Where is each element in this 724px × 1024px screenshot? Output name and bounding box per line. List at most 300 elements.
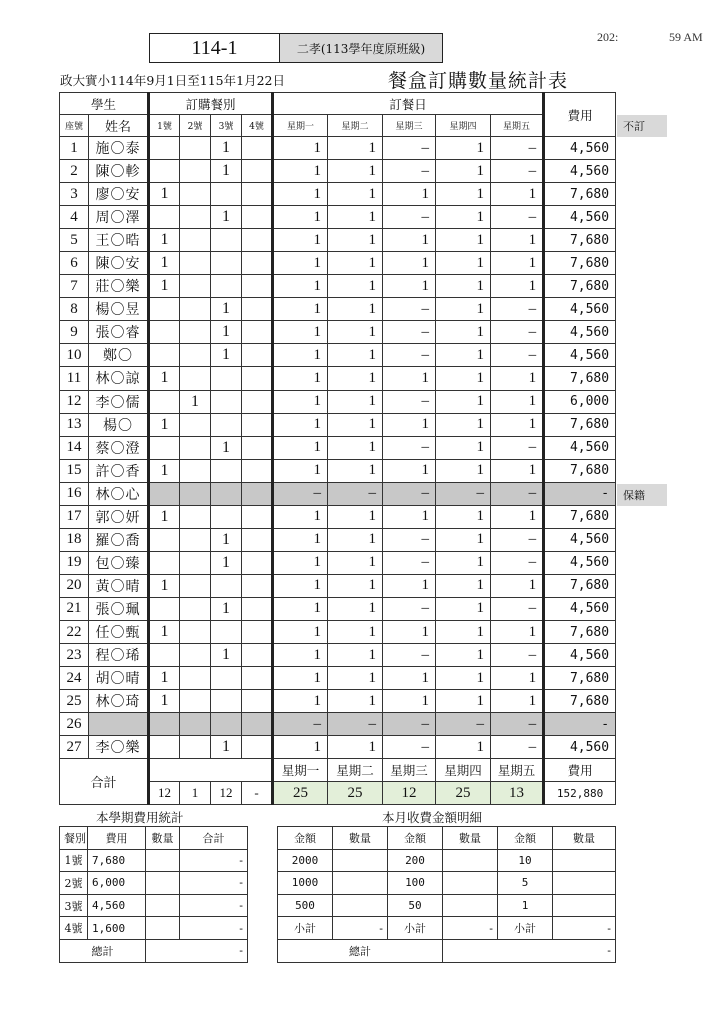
day-cell: 1: [436, 321, 491, 344]
meal-cell: [180, 551, 211, 574]
print-date: 202:: [597, 30, 619, 44]
student-name: 陳〇軫: [89, 160, 149, 183]
monthly-header: 數量: [443, 827, 498, 850]
meal-cell: [149, 137, 180, 160]
monthly-amount: 2000: [278, 849, 333, 872]
monthly-header: 金額: [278, 827, 333, 850]
meal-cell: [180, 505, 211, 528]
day-cell: 1: [491, 690, 544, 713]
student-row: [60, 252, 616, 275]
meal-cell: [180, 321, 211, 344]
day-cell: 1: [328, 252, 383, 275]
day-total: 25: [328, 782, 383, 805]
fee-cell: 4,560: [544, 344, 616, 367]
student-name: 林〇心: [89, 482, 149, 505]
day-cell: –: [491, 528, 544, 551]
seat-number: 16: [60, 482, 89, 505]
day-cell: 1: [273, 620, 328, 643]
meal-cell: [180, 459, 211, 482]
monthly-amount: 1000: [278, 872, 333, 895]
monthly-amount: 5: [498, 872, 553, 895]
student-name: 黃〇晴: [89, 574, 149, 597]
student-name: 羅〇喬: [89, 528, 149, 551]
meal-cell: [180, 229, 211, 252]
day-cell: 1: [491, 413, 544, 436]
day-cell: –: [383, 736, 436, 759]
meal-total: -: [242, 782, 273, 805]
day-cell: 1: [273, 183, 328, 206]
student-name: 陳〇安: [89, 252, 149, 275]
day-cell: 1: [273, 206, 328, 229]
total-day-header: 星期五: [491, 759, 544, 782]
student-name: 鄭〇: [89, 344, 149, 367]
meal-cell: [149, 344, 180, 367]
monthly-row: [278, 917, 616, 940]
day-cell: 1: [328, 667, 383, 690]
day-cell: 1: [491, 252, 544, 275]
meal-cell: 1: [211, 551, 242, 574]
day-cell: 1: [328, 690, 383, 713]
student-row: [60, 528, 616, 551]
student-row: [60, 574, 616, 597]
day-cell: 1: [328, 183, 383, 206]
day-cell: 1: [273, 275, 328, 298]
day-cell: –: [491, 160, 544, 183]
meal-cell: [242, 229, 273, 252]
day-total: 13: [491, 782, 544, 805]
day-cell: 1: [273, 367, 328, 390]
semester-table: [59, 826, 248, 963]
fee-cell: 7,680: [544, 667, 616, 690]
day-cell: –: [491, 482, 544, 505]
student-name: 林〇諒: [89, 367, 149, 390]
meal-cell: [180, 252, 211, 275]
meal-cell: [242, 482, 273, 505]
fee-total: 152,880: [544, 782, 616, 805]
day-group-header: 訂餐日: [273, 93, 544, 115]
meal-cell: 1: [149, 505, 180, 528]
seat-number: 6: [60, 252, 89, 275]
fee-cell: 4,560: [544, 160, 616, 183]
total-fee-header: 費用: [544, 759, 616, 782]
meal-cell: 1: [149, 367, 180, 390]
meal-cell: 1: [149, 574, 180, 597]
day-cell: 1: [436, 183, 491, 206]
monthly-total-value: -: [443, 939, 616, 962]
meal-cell: [149, 206, 180, 229]
sem-sum: -: [180, 872, 248, 895]
day-cell: 1: [273, 160, 328, 183]
meal-cell: [242, 597, 273, 620]
fee-cell: -: [544, 713, 616, 736]
monthly-amount: 100: [388, 872, 443, 895]
student-name: 郭〇妍: [89, 505, 149, 528]
day-cell: –: [436, 713, 491, 736]
day-cell: 1: [436, 413, 491, 436]
meal-cell: [149, 298, 180, 321]
day-cell: 1: [436, 620, 491, 643]
day-cell: 1: [383, 574, 436, 597]
seat-number: 7: [60, 275, 89, 298]
monthly-header: 數量: [333, 827, 388, 850]
seat-number: 15: [60, 459, 89, 482]
meal-cell: [180, 528, 211, 551]
day-cell: 1: [436, 528, 491, 551]
sem-qty: [146, 917, 180, 940]
monthly-qty: [443, 849, 498, 872]
meal-cell: 1: [149, 459, 180, 482]
seat-number: 26: [60, 713, 89, 736]
meal-cell: 1: [211, 321, 242, 344]
meal-cell: [180, 736, 211, 759]
sem-price: 6,000: [88, 872, 146, 895]
day-cell: 1: [436, 206, 491, 229]
meal-cell: [242, 252, 273, 275]
monthly-table: [277, 826, 616, 963]
meal-cell: [149, 597, 180, 620]
day-cell: 1: [328, 574, 383, 597]
student-name: 莊〇樂: [89, 275, 149, 298]
student-name: 施〇泰: [89, 137, 149, 160]
day-cell: –: [491, 597, 544, 620]
sem-qty: [146, 894, 180, 917]
day-cell: 1: [436, 390, 491, 413]
monthly-qty: [333, 872, 388, 895]
day-cell: 1: [328, 321, 383, 344]
day-cell: 1: [383, 459, 436, 482]
fee-cell: 7,680: [544, 690, 616, 713]
note-no-order: 不訂: [617, 115, 667, 137]
meal-cell: [242, 367, 273, 390]
day-cell: 1: [328, 551, 383, 574]
day-cell: 1: [436, 344, 491, 367]
monthly-qty: -: [333, 917, 388, 940]
meal-cell: [180, 482, 211, 505]
monthly-qty: [553, 894, 616, 917]
meal-cell: [242, 436, 273, 459]
sem-header: 費用: [88, 827, 146, 850]
meal-cell: [180, 137, 211, 160]
meal-cell: [211, 183, 242, 206]
meal-cell: [211, 690, 242, 713]
day-cell: 1: [383, 229, 436, 252]
day-cell: 1: [273, 321, 328, 344]
seat-number: 2: [60, 160, 89, 183]
day-cell: 1: [491, 367, 544, 390]
day-cell: –: [383, 644, 436, 667]
meal-cell: [242, 620, 273, 643]
meal-cell: [211, 413, 242, 436]
student-row: [60, 298, 616, 321]
meal-cell: [242, 667, 273, 690]
monthly-total-row: [278, 939, 616, 962]
order-table: [59, 92, 616, 805]
seat-number: 22: [60, 620, 89, 643]
day-cell: 1: [436, 551, 491, 574]
meal-cell: [242, 505, 273, 528]
student-row: [60, 229, 616, 252]
seat-number: 14: [60, 436, 89, 459]
fee-cell: 7,680: [544, 413, 616, 436]
meal-cell: [211, 713, 242, 736]
day-cell: 1: [491, 459, 544, 482]
page-title: 餐盒訂購數量統計表: [388, 70, 569, 92]
day-cell: 1: [436, 736, 491, 759]
meal-cell: 1: [211, 206, 242, 229]
day-cell: –: [383, 206, 436, 229]
student-row: [60, 505, 616, 528]
fee-cell: 7,680: [544, 183, 616, 206]
meal-cell: [242, 206, 273, 229]
meal-cell: 1: [211, 298, 242, 321]
meal-cell: [180, 597, 211, 620]
sem-price: 4,560: [88, 894, 146, 917]
fee-cell: 4,560: [544, 206, 616, 229]
fee-cell: 7,680: [544, 367, 616, 390]
meal-cell: [211, 275, 242, 298]
day-cell: 1: [328, 505, 383, 528]
fee-cell: -: [544, 482, 616, 505]
meal-cell: [149, 551, 180, 574]
meal-total: 12: [211, 782, 242, 805]
total-day-header: 星期四: [436, 759, 491, 782]
fee-cell: 7,680: [544, 275, 616, 298]
day-cell: 1: [436, 597, 491, 620]
monthly-qty: [443, 872, 498, 895]
fee-cell: 4,560: [544, 736, 616, 759]
seat-number: 20: [60, 574, 89, 597]
monthly-qty: [553, 872, 616, 895]
student-row: [60, 436, 616, 459]
day-cell: –: [491, 321, 544, 344]
meal-cell: 1: [149, 183, 180, 206]
meal-total: 1: [180, 782, 211, 805]
fee-cell: 4,560: [544, 528, 616, 551]
student-row: [60, 667, 616, 690]
meal-cell: [211, 252, 242, 275]
day-cell: –: [491, 551, 544, 574]
seat-number: 12: [60, 390, 89, 413]
day-cell: 1: [273, 229, 328, 252]
meal-cell: [180, 713, 211, 736]
meal-cell: [180, 436, 211, 459]
day-cell: 1: [491, 183, 544, 206]
day-cell: 1: [436, 690, 491, 713]
meal-cell: [242, 183, 273, 206]
day-header: 星期五: [491, 115, 544, 137]
student-name: 王〇晧: [89, 229, 149, 252]
monthly-qty: [333, 849, 388, 872]
meal-cell: 1: [149, 252, 180, 275]
fee-cell: 7,680: [544, 229, 616, 252]
total-label: 合計: [60, 759, 149, 805]
student-row: [60, 597, 616, 620]
day-header: 星期一: [273, 115, 328, 137]
student-name: 許〇香: [89, 459, 149, 482]
meal-cell: [211, 229, 242, 252]
monthly-header-row: [278, 827, 616, 850]
day-cell: –: [383, 321, 436, 344]
day-cell: 1: [273, 667, 328, 690]
sem-type: 3號: [60, 894, 88, 917]
student-name: 李〇樂: [89, 736, 149, 759]
student-row: [60, 275, 616, 298]
student-row: [60, 551, 616, 574]
day-cell: 1: [491, 229, 544, 252]
meal-header: 4號: [242, 115, 273, 137]
meal-cell: [242, 713, 273, 736]
day-cell: 1: [328, 597, 383, 620]
monthly-amount: 500: [278, 894, 333, 917]
meal-cell: [180, 183, 211, 206]
sem-sum: -: [180, 849, 248, 872]
day-cell: 1: [328, 229, 383, 252]
fee-cell: 7,680: [544, 620, 616, 643]
day-cell: –: [273, 482, 328, 505]
meal-cell: [180, 275, 211, 298]
day-cell: 1: [328, 367, 383, 390]
seat-number: 5: [60, 229, 89, 252]
meal-cell: 1: [211, 137, 242, 160]
meal-total: 12: [149, 782, 180, 805]
meal-cell: 1: [211, 528, 242, 551]
day-total: 25: [436, 782, 491, 805]
day-cell: 1: [491, 390, 544, 413]
meal-cell: 1: [149, 229, 180, 252]
class-box: [149, 33, 443, 63]
day-cell: 1: [273, 252, 328, 275]
meal-cell: 1: [211, 436, 242, 459]
meal-cell: [242, 413, 273, 436]
meal-cell: [149, 390, 180, 413]
meal-cell: [211, 367, 242, 390]
student-name: 李〇儒: [89, 390, 149, 413]
day-cell: 1: [491, 505, 544, 528]
day-cell: 1: [383, 413, 436, 436]
total-day-header: 星期二: [328, 759, 383, 782]
meal-cell: [180, 413, 211, 436]
day-header: 星期三: [383, 115, 436, 137]
student-row: [60, 160, 616, 183]
seat-number: 17: [60, 505, 89, 528]
day-total: 25: [273, 782, 328, 805]
seat-number: 23: [60, 644, 89, 667]
monthly-qty: [443, 894, 498, 917]
meal-cell: [149, 713, 180, 736]
meal-cell: [180, 644, 211, 667]
student-row: [60, 390, 616, 413]
day-cell: 1: [328, 644, 383, 667]
meal-cell: [149, 482, 180, 505]
day-cell: 1: [273, 436, 328, 459]
meal-cell: 1: [211, 597, 242, 620]
meal-header: 3號: [211, 115, 242, 137]
day-cell: 1: [491, 574, 544, 597]
day-cell: –: [383, 713, 436, 736]
fee-cell: 4,560: [544, 321, 616, 344]
day-cell: –: [383, 137, 436, 160]
monthly-row: [278, 894, 616, 917]
day-cell: 1: [328, 298, 383, 321]
day-cell: 1: [383, 367, 436, 390]
day-cell: 1: [328, 736, 383, 759]
student-row: [60, 690, 616, 713]
meal-cell: [242, 459, 273, 482]
meal-cell: [211, 620, 242, 643]
day-cell: –: [383, 597, 436, 620]
day-cell: 1: [436, 229, 491, 252]
student-name: 任〇甄: [89, 620, 149, 643]
student-row: [60, 137, 616, 160]
day-cell: –: [328, 482, 383, 505]
meal-cell: [211, 667, 242, 690]
meal-cell: [180, 344, 211, 367]
meal-cell: [242, 690, 273, 713]
meal-cell: 1: [149, 620, 180, 643]
meal-cell: [242, 390, 273, 413]
day-cell: 1: [328, 344, 383, 367]
meal-cell: 1: [180, 390, 211, 413]
monthly-title: 本月收費金額明細: [382, 810, 483, 825]
meal-cell: 1: [211, 344, 242, 367]
sem-qty: [146, 849, 180, 872]
day-cell: 1: [328, 390, 383, 413]
day-cell: 1: [383, 690, 436, 713]
sem-sum: -: [180, 894, 248, 917]
student-name: [89, 713, 149, 736]
meal-cell: [242, 528, 273, 551]
student-name: 周〇澤: [89, 206, 149, 229]
day-cell: 1: [273, 413, 328, 436]
meal-cell: [242, 344, 273, 367]
day-cell: 1: [383, 252, 436, 275]
meal-cell: 1: [149, 413, 180, 436]
class-name: 二孝(113學年度原班級): [280, 34, 442, 62]
fee-cell: 4,560: [544, 551, 616, 574]
seat-number: 8: [60, 298, 89, 321]
day-cell: 1: [273, 344, 328, 367]
monthly-amount: 小計: [498, 917, 553, 940]
sem-qty: [146, 872, 180, 895]
day-cell: –: [491, 298, 544, 321]
seat-number: 11: [60, 367, 89, 390]
sem-total-value: -: [146, 939, 248, 962]
day-cell: 1: [328, 620, 383, 643]
seat-number: 3: [60, 183, 89, 206]
meal-cell: 1: [149, 275, 180, 298]
student-name: 張〇睿: [89, 321, 149, 344]
day-cell: 1: [383, 505, 436, 528]
day-cell: –: [383, 298, 436, 321]
day-cell: 1: [273, 551, 328, 574]
monthly-row: [278, 872, 616, 895]
meal-header: 1號: [149, 115, 180, 137]
seat-number: 1: [60, 137, 89, 160]
day-cell: –: [383, 528, 436, 551]
monthly-total-label: 總計: [278, 939, 443, 962]
day-cell: 1: [273, 390, 328, 413]
sem-total-label: 總計: [60, 939, 146, 962]
meal-cell: [242, 137, 273, 160]
day-cell: 1: [436, 436, 491, 459]
sem-price: 7,680: [88, 849, 146, 872]
student-name: 廖〇安: [89, 183, 149, 206]
day-cell: 1: [436, 137, 491, 160]
seat-number: 10: [60, 344, 89, 367]
monthly-qty: -: [443, 917, 498, 940]
sem-sum: -: [180, 917, 248, 940]
monthly-amount: 10: [498, 849, 553, 872]
